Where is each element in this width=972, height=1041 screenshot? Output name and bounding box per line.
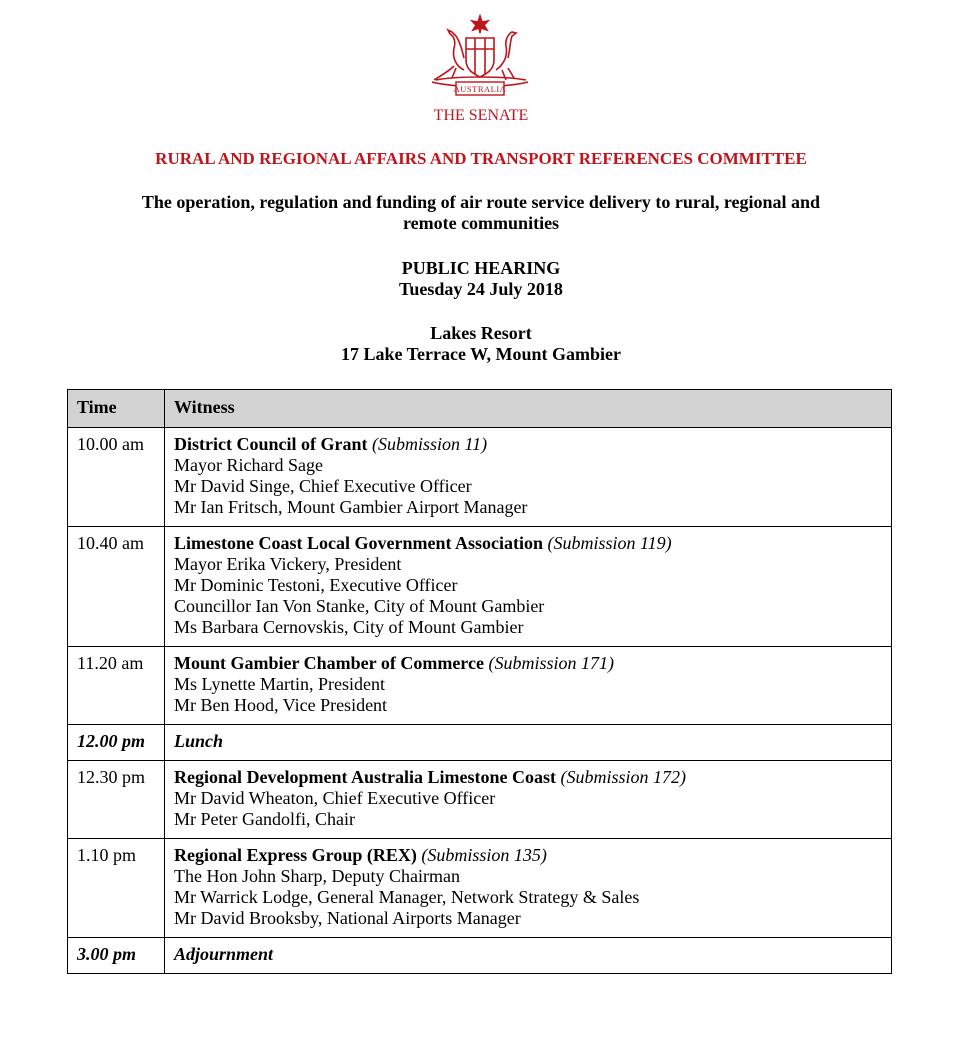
organisation-line (174, 533, 882, 554)
organisation-line (174, 767, 882, 788)
venue-address: 17 Lake Terrace W, Mount Gambier (341, 344, 621, 364)
organisation-name: Regional Development Australia Limestone Coast (174, 767, 556, 787)
break-row (68, 725, 892, 761)
witness-cell (165, 839, 892, 938)
witness-name: Councillor Ian Von Stanke, City of Mount Gambier (174, 596, 545, 616)
table-row (68, 527, 892, 647)
submission-ref: (Submission 119) (547, 533, 672, 553)
table-header-row (68, 390, 892, 428)
column-header-time: Time (68, 390, 165, 428)
witness-name: Mayor Erika Vickery, President (174, 554, 402, 574)
organisation-name: Mount Gambier Chamber of Commerce (174, 653, 484, 673)
time-cell: 11.20 am (68, 647, 165, 725)
submission-ref: (Submission 11) (371, 434, 488, 454)
hearing-date: Tuesday 24 July 2018 (399, 279, 563, 299)
table-row (68, 428, 892, 527)
organisation-line (174, 434, 882, 455)
witness-name: The Hon John Sharp, Deputy Chairman (174, 866, 460, 886)
witness-name: Mayor Richard Sage (174, 455, 323, 475)
time-cell: 12.00 pm (68, 725, 165, 761)
schedule-table (67, 389, 892, 974)
table-row (68, 839, 892, 938)
witness-cell: Lunch (165, 725, 892, 761)
organisation-name: District Council of Grant (174, 434, 368, 454)
witness-name: Mr Ben Hood, Vice President (174, 695, 388, 715)
organisation-name: Limestone Coast Local Government Association (174, 533, 543, 553)
witness-name: Mr Ian Fritsch, Mount Gambier Airport Manager (174, 497, 528, 517)
submission-ref: (Submission 171) (488, 653, 614, 673)
venue-name: Lakes Resort (430, 323, 532, 343)
submission-ref: (Submission 172) (560, 767, 686, 787)
crest-label: AUSTRALIA (453, 84, 507, 94)
schedule-body (68, 428, 892, 974)
time-cell: 1.10 pm (68, 839, 165, 938)
submission-ref: (Submission 135) (421, 845, 547, 865)
organisation-name: Regional Express Group (REX) (174, 845, 417, 865)
witness-name: Mr David Wheaton, Chief Executive Officer (174, 788, 496, 808)
hearing-block (0, 258, 962, 300)
inquiry-title (0, 192, 962, 234)
coat-of-arms-logo (426, 14, 534, 100)
table-row (68, 761, 892, 839)
witness-cell (165, 527, 892, 647)
witness-cell (165, 428, 892, 527)
witness-name: Ms Barbara Cernovskis, City of Mount Gambier (174, 617, 524, 637)
witness-name: Mr David Brooksby, National Airports Manager (174, 908, 521, 928)
witness-name: Ms Lynette Martin, President (174, 674, 385, 694)
time-cell: 10.00 am (68, 428, 165, 527)
organisation-line (174, 845, 882, 866)
column-header-witness: Witness (165, 390, 892, 428)
witness-name: Mr Dominic Testoni, Executive Officer (174, 575, 458, 595)
inquiry-title-line1: The operation, regulation and funding of air route service delivery to rural, regional and (141, 192, 821, 212)
hearing-type: PUBLIC HEARING (401, 258, 561, 278)
inquiry-title-line2: remote communities (402, 213, 560, 233)
time-cell: 10.40 am (68, 527, 165, 647)
witness-cell: Adjournment (165, 938, 892, 974)
venue-block (0, 323, 962, 365)
time-cell: 12.30 pm (68, 761, 165, 839)
senate-heading: THE SENATE (433, 107, 529, 124)
organisation-line (174, 653, 882, 674)
time-cell: 3.00 pm (68, 938, 165, 974)
witness-name: Mr David Singe, Chief Executive Officer (174, 476, 472, 496)
witness-cell (165, 761, 892, 839)
table-row (68, 647, 892, 725)
witness-name: Mr Peter Gandolfi, Chair (174, 809, 355, 829)
break-row (68, 938, 892, 974)
committee-heading: RURAL AND REGIONAL AFFAIRS AND TRANSPORT REFERENCES COMMITTEE (155, 149, 807, 168)
witness-cell (165, 647, 892, 725)
witness-name: Mr Warrick Lodge, General Manager, Network Strategy & Sales (174, 887, 640, 907)
